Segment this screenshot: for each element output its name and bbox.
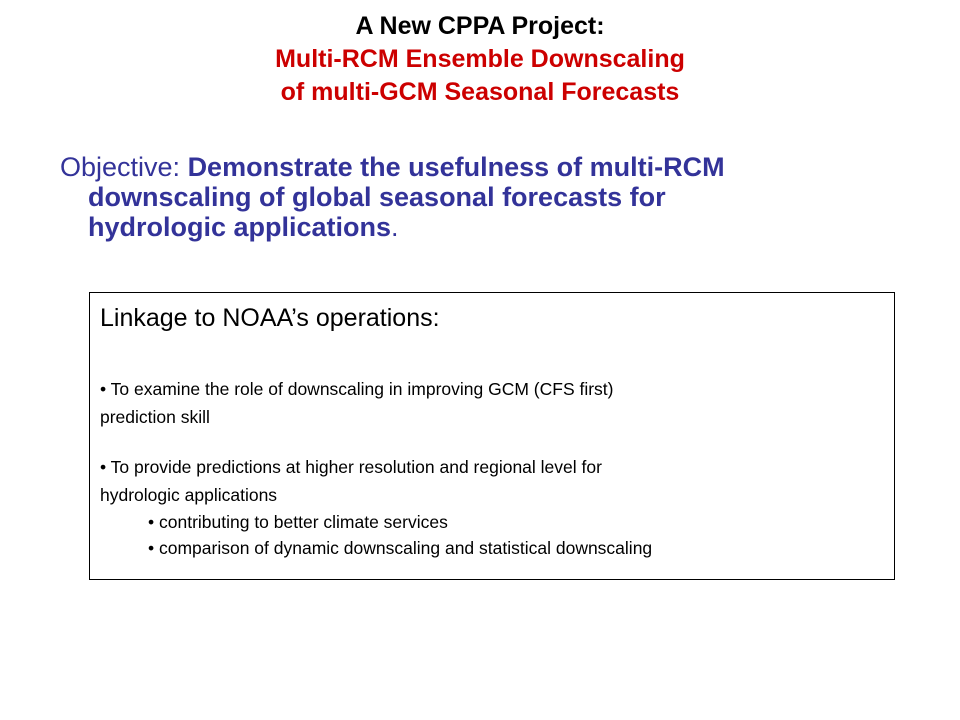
bullet-1-line-1: • To examine the role of downscaling in improving GCM (CFS first) xyxy=(100,379,614,399)
objective-text-1: Demonstrate the usefulness of multi-RCM xyxy=(187,152,725,182)
title-line-2: Multi-RCM Ensemble Downscaling xyxy=(275,45,685,73)
objective-text-2: downscaling of global seasonal forecasts for xyxy=(88,182,666,212)
objective-line-3 xyxy=(60,212,920,242)
objective-period: . xyxy=(391,212,399,242)
linkage-box xyxy=(89,292,895,580)
objective-line-1 xyxy=(60,152,920,182)
title-line-3: of multi-GCM Seasonal Forecasts xyxy=(280,78,680,106)
bullet-2-line-2: hydrologic applications xyxy=(100,485,278,505)
sub-bullet-downscaling-comparison: • comparison of dynamic downscaling and statistical downscaling xyxy=(148,538,653,558)
slide-title xyxy=(0,10,960,109)
objective-line-2 xyxy=(60,182,920,212)
linkage-bullet-2 xyxy=(100,453,894,509)
sub-bullet-climate-services: • contributing to better climate services xyxy=(148,512,448,532)
linkage-bullet-1 xyxy=(100,375,894,431)
bullet-2-line-1: • To provide predictions at higher resolution and regional level for xyxy=(100,457,602,477)
objective-paragraph xyxy=(60,152,920,242)
objective-text-3: hydrologic applications xyxy=(88,212,392,242)
linkage-heading: Linkage to NOAA’s operations: xyxy=(100,304,440,332)
bullet-1-line-2: prediction skill xyxy=(100,407,210,427)
objective-label: Objective: xyxy=(60,152,188,182)
title-line-1: A New CPPA Project: xyxy=(355,12,605,40)
